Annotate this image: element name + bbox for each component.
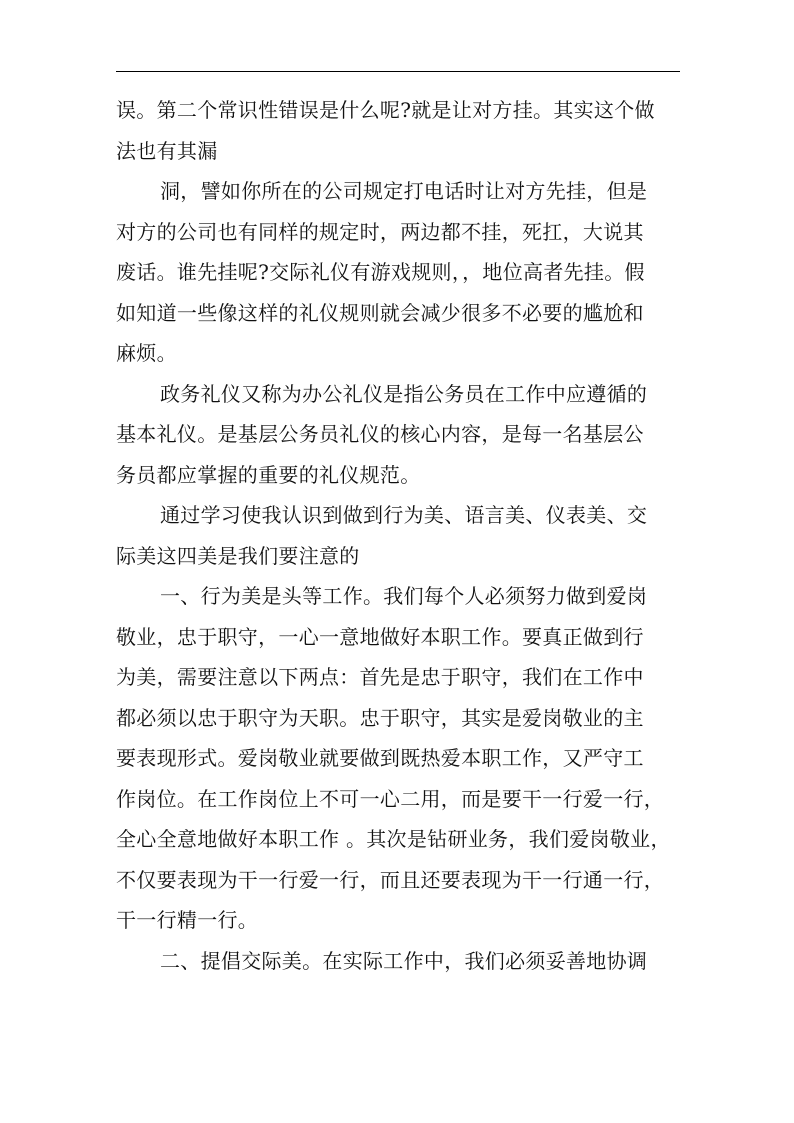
text-line: 务员都应掌握的重要的礼仪规范。 bbox=[116, 462, 421, 487]
text-line: 基本礼仪。是基层公务员礼仪的核心内容，是每一名基层公 bbox=[116, 422, 644, 446]
text-line: 对方的公司也有同样的规定时，两边都不挂，死扛，大说其 bbox=[116, 219, 644, 244]
text-line: 废话。谁先挂呢?交际礼仪有游戏规则，，地位高者先挂。假 bbox=[116, 260, 645, 284]
text-line: 敬业，忠于职守，一心一意地做好本职工作。要真正做到行 bbox=[116, 624, 644, 649]
text-line: 不仅要表现为干一行爱一行，而且还要表现为干一行通一行， bbox=[116, 867, 665, 892]
header-rule bbox=[116, 71, 680, 72]
text-line: 麻烦。 bbox=[116, 341, 177, 365]
text-line: 际美这四美是我们要注意的 bbox=[116, 543, 360, 568]
text-line: 全心全意地做好本职工作 。其次是钻研业务，我们爱岗敬业， bbox=[116, 827, 671, 851]
paragraph-first-line: 二、提倡交际美。在实际工作中，我们必须妥善地协调 bbox=[160, 948, 648, 973]
paragraph-first-line: 政务礼仪又称为办公礼仪是指公务员在工作中应遵循的 bbox=[160, 381, 648, 406]
text-line: 要表现形式。爱岗敬业就要做到既热爱本职工作，又严守工 bbox=[116, 746, 644, 770]
text-line: 为美，需要注意以下两点：首先是忠于职守，我们在工作中 bbox=[116, 665, 644, 689]
text-line: 作岗位。在工作岗位上不可一心二用，而是要干一行爱一行， bbox=[116, 786, 665, 811]
text-line: 都必须以忠于职守为天职。忠于职守，其实是爱岗敬业的主 bbox=[116, 705, 644, 730]
text-line: 误。第二个常识性错误是什么呢?就是让对方挂。其实这个做 bbox=[116, 98, 655, 122]
paragraph-first-line: 洞，譬如你所在的公司规定打电话时让对方先挂，但是 bbox=[160, 179, 648, 203]
text-line: 法也有其漏 bbox=[116, 138, 218, 163]
paragraph-first-line: 通过学习使我认识到做到行为美、语言美、仪表美、交 bbox=[160, 503, 648, 527]
paragraph-first-line: 一、行为美是头等工作。我们每个人必须努力做到爱岗 bbox=[160, 584, 648, 608]
text-line: 如知道一些像这样的礼仪规则就会减少很多不必要的尴尬和 bbox=[116, 300, 644, 325]
text-line: 干一行精一行。 bbox=[116, 908, 259, 932]
document-body bbox=[116, 90, 680, 981]
